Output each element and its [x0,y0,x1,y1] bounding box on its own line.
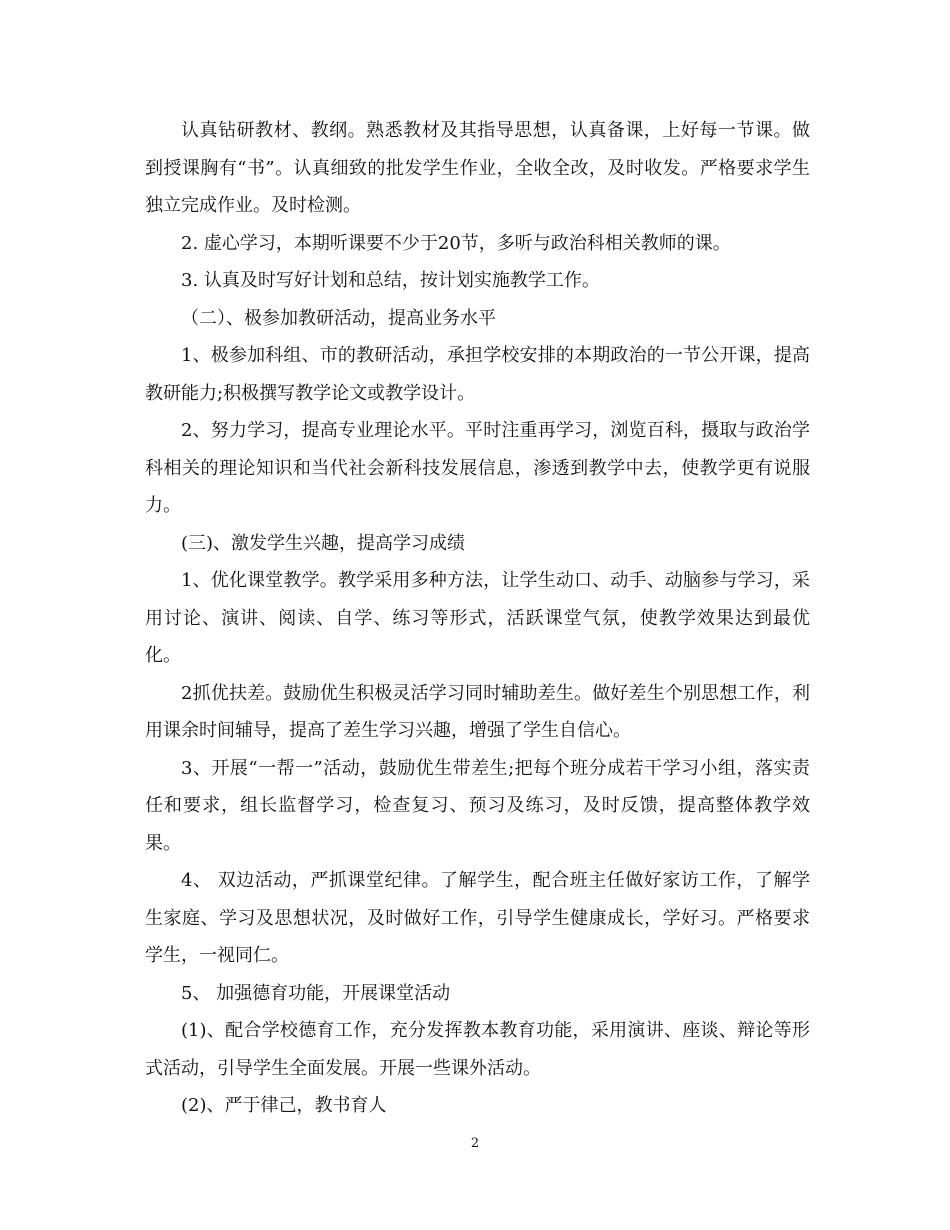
paragraph: 3. 认真及时写好计划和总结，按计划实施教学工作。 [181,270,600,291]
section-heading: 5、 加强德育功能，开展课堂活动 [181,982,451,1004]
section-heading: (三)、激发学生兴趣，提高学习成绩 [181,532,466,554]
section-heading: （二）、极参加教研活动，提高业务水平 [181,307,496,329]
document-body [145,112,810,1125]
paragraph: 2抓优扶差。鼓励优生积极灵活学习同时辅助差生。做好差生个别思想工作，利用课余时间辅导，提高了差生学习兴趣，增强了学生自信心。 [145,682,810,741]
paragraph: 认真钻研教材、教纲。熟悉教材及其指导思想，认真备课，上好每一节课。做到授课胸有“书”。认真细致的批发学生作业，全收全改，及时收发。严格要求学生独立完成作业。及时检测。 [145,120,810,216]
paragraph: 2、努力学习，提高专业理论水平。平时注重再学习，浏览百科，摄取与政治学科相关的理论知识和当代社会新科技发展信息，渗透到教学中去，使教学更有说服力。 [145,420,810,516]
paragraph: 2. 虚心学习，本期听课要不少于20节，多听与政治科相关教师的课。 [181,232,731,254]
page-number: 2 [470,1136,480,1151]
paragraph: (2)、严于律己，教书育人 [181,1095,387,1116]
paragraph: 4、 双边活动，严抓课堂纪律。了解学生，配合班主任做好家访工作，了解学生家庭、学习及思想状况，及时做好工作，引导学生健康成长，学好习。严格要求学生，一视同仁。 [145,870,810,966]
paragraph: 1、优化课堂教学。教学采用多种方法，让学生动口、动手、动脑参与学习，采用讨论、演讲、阅读、自学、练习等形式，活跃课堂气氛，使教学效果达到最优化。 [145,570,810,666]
paragraph: (1)、配合学校德育工作，充分发挥教本教育功能，采用演讲、座谈、辩论等形式活动，引导学生全面发展。开展一些课外活动。 [145,1020,810,1079]
paragraph: 3、开展“一帮一”活动，鼓励优生带差生;把每个班分成若干学习小组，落实责任和要求，组长监督学习，检查复习、预习及练习，及时反馈，提高整体教学效果。 [145,757,810,854]
paragraph: 1、极参加科组、市的教研活动，承担学校安排的本期政治的一节公开课，提高教研能力;积极撰写教学论文或教学设计。 [145,345,810,404]
